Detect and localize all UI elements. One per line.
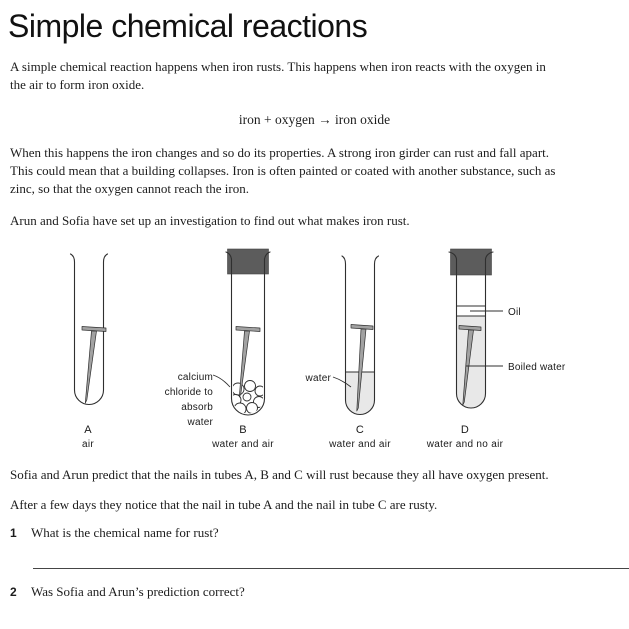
prediction-paragraph [10, 466, 626, 484]
question-2-number: 2 [10, 585, 17, 599]
nail-a [82, 327, 106, 404]
stopper-b [228, 249, 269, 274]
test-tube-c [305, 256, 392, 450]
test-tube-b [165, 249, 275, 450]
prediction-line: Sofia and Arun predict that the nails in tubes A, B and C will rust because they all have oxygen present. [10, 467, 549, 482]
tube-c-caption: water and air [329, 439, 391, 450]
properties-paragraph [10, 144, 626, 198]
label-oil: Oil [508, 307, 521, 318]
label-calcium-line-2: chloride to [164, 387, 213, 398]
question-1-number: 1 [10, 526, 17, 540]
label-calcium-line-1: calcium [177, 372, 213, 383]
properties-line-1: When this happens the iron changes and so do its properties. A strong iron girder can rust and fall apart. [10, 145, 550, 160]
intro-line-1: A simple chemical reaction happens when iron rusts. This happens when iron reacts with the oxygen in [10, 59, 546, 74]
label-calcium-line-4: water [187, 417, 213, 428]
label-boiled-water: Boiled water [508, 362, 566, 373]
intro-line-2: the air to form iron oxide. [10, 77, 145, 92]
word-equation: iron + oxygen → iron oxide [238, 112, 391, 127]
properties-line-3: zinc, so that the oxygen cannot reach the iron. [10, 181, 249, 196]
test-tube-a [71, 254, 108, 450]
tube-c-letter: C [355, 424, 365, 436]
tube-a-letter: A [84, 424, 92, 436]
tube-a-caption: air [81, 439, 95, 450]
intro-paragraph [10, 58, 626, 94]
test-tube-d [426, 249, 566, 450]
tube-d-letter: D [460, 424, 470, 436]
observation-paragraph [10, 496, 626, 514]
page-title: Simple chemical reactions [8, 8, 368, 44]
answer-line-question-1 [33, 568, 629, 569]
question-1 [10, 524, 626, 542]
tube-b-letter: B [239, 424, 247, 436]
tube-d-caption: water and no air [426, 439, 504, 450]
question-1-text: What is the chemical name for rust? [31, 525, 219, 540]
label-water: water [305, 373, 331, 384]
calcium-chloride-leader-line [213, 375, 230, 387]
setup-paragraph [10, 212, 626, 230]
question-2-text: Was Sofia and Arun’s prediction correct? [31, 584, 245, 599]
observation-line: After a few days they notice that the nail in tube A and the nail in tube C are rusty. [10, 497, 438, 512]
label-calcium-line-3: absorb [181, 402, 213, 413]
setup-line: Arun and Sofia have set up an investigation to find out what makes iron rust. [10, 213, 410, 228]
tube-b-caption: water and air [212, 439, 274, 450]
question-2 [10, 583, 626, 601]
properties-line-2: This could mean that a building collapses. Iron is often painted or coated with another substance, such as [10, 163, 556, 178]
experiment-diagram [0, 240, 629, 455]
